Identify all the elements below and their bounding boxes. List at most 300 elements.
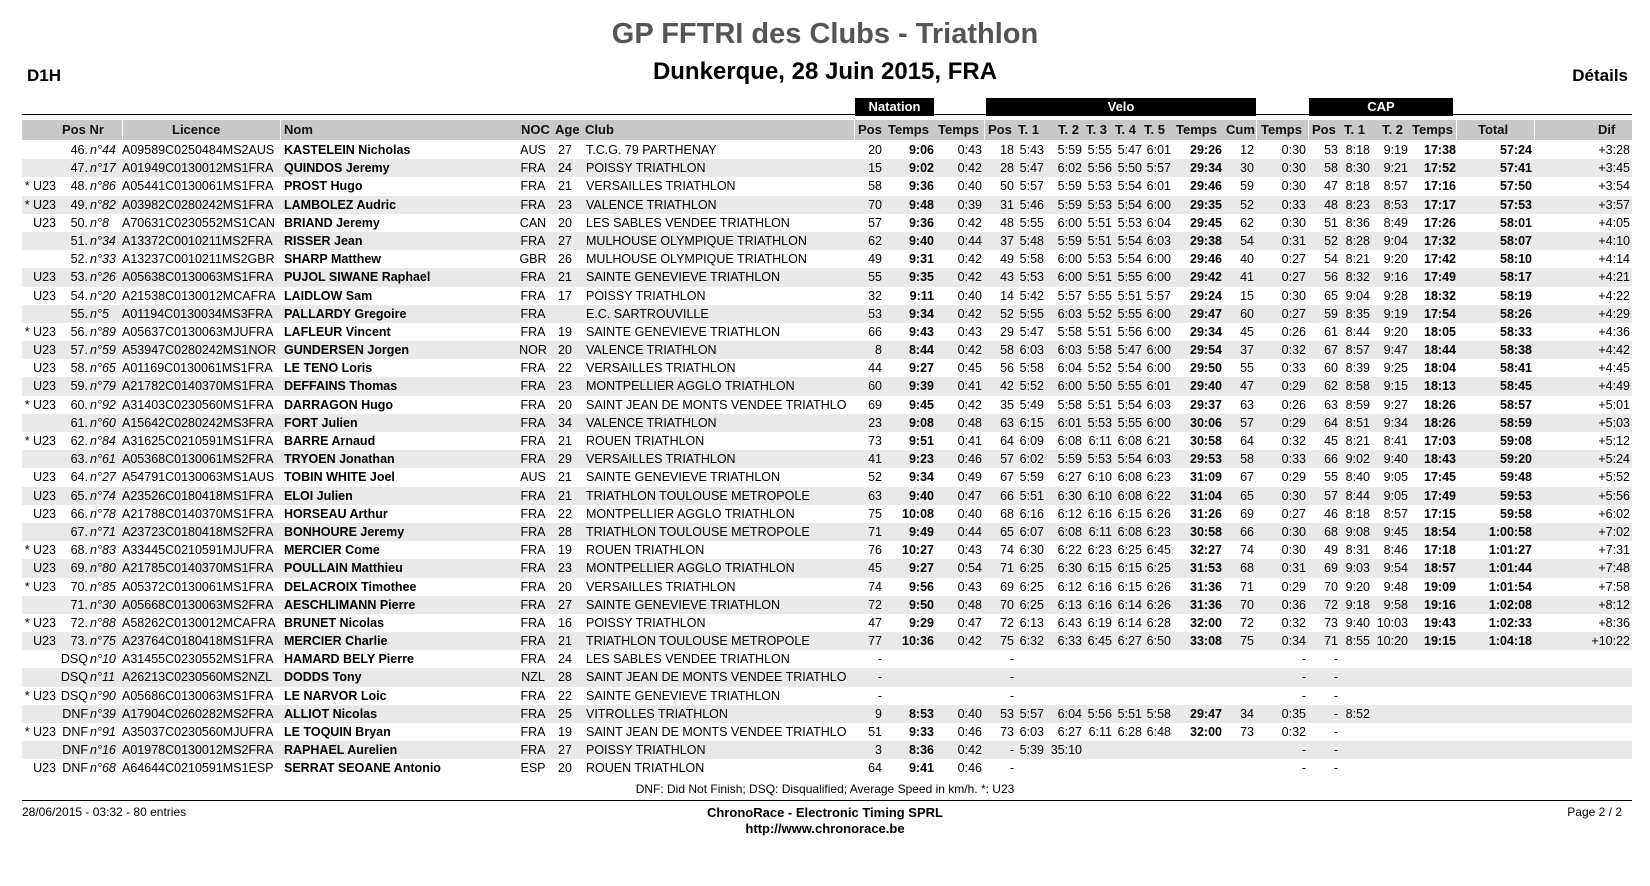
table-row xyxy=(22,505,1632,523)
cell-noc: FRA xyxy=(520,379,546,394)
cell-swim-time: 8:53 xyxy=(908,706,934,721)
cell-athlete-name: FORT Julien xyxy=(284,415,358,430)
cell-club: VITROLLES TRIATHLON xyxy=(586,706,728,721)
cell-noc: NZL xyxy=(521,670,545,685)
cell-athlete-name: LE NARVOR Loic xyxy=(284,688,387,703)
cell-athlete-name: QUINDOS Jeremy xyxy=(284,161,390,176)
cell-licence: A05372C0130061MS1FRA xyxy=(122,579,274,594)
cell-run-t1: 8:31 xyxy=(1345,543,1370,558)
footer-page-number: Page 2 / 2 xyxy=(1567,805,1622,819)
cell-noc: FRA xyxy=(520,161,546,176)
cell-total-time: 58:01 xyxy=(1500,215,1532,230)
cell-licence: A17904C0260282MS2FRA xyxy=(122,706,274,721)
cell-bike-pos: 43 xyxy=(1000,270,1014,285)
cell-u23-flag: U23 xyxy=(33,361,56,376)
col-bike-cum: Cum xyxy=(1226,122,1255,137)
cell-bike-cum: 63 xyxy=(1240,397,1254,412)
cell-bike-time: 31:04 xyxy=(1190,488,1222,503)
cell-t2-time: 0:30 xyxy=(1281,161,1306,176)
cell-age: 20 xyxy=(558,397,572,412)
cell-time-gap: +5:52 xyxy=(1598,470,1630,485)
cell-athlete-name: BRUNET Nicolas xyxy=(284,615,385,630)
cell-t2-time: 0:34 xyxy=(1281,634,1306,649)
cell-club: POISSY TRIATHLON xyxy=(586,288,706,303)
cell-bike-cum: 69 xyxy=(1240,506,1254,521)
cell-club: MULHOUSE OLYMPIQUE TRIATHLON xyxy=(586,252,807,267)
cell-bike-cum: 70 xyxy=(1240,597,1254,612)
cell-bike-t5: 6:00 xyxy=(1146,270,1171,285)
cell-swim-pos: 41 xyxy=(868,452,882,467)
cell-noc: FRA xyxy=(520,452,546,467)
cell-run-t1: 8:52 xyxy=(1345,706,1370,721)
cell-run-t2: 8:46 xyxy=(1383,543,1408,558)
cell-time-gap: +6:02 xyxy=(1598,506,1630,521)
cell-age: 22 xyxy=(558,361,572,376)
cell-licence: A23526C0180418MS1FRA xyxy=(122,488,274,503)
cell-noc: FRA xyxy=(520,288,546,303)
cell-time-gap: +8:36 xyxy=(1598,615,1630,630)
cell-run-pos: 49 xyxy=(1324,543,1338,558)
cell-t1-time: 0:42 xyxy=(957,270,982,285)
cell-bib-number: n°71 xyxy=(90,524,116,539)
cell-bike-t2: 6:33 xyxy=(1057,634,1082,649)
cell-run-pos: 73 xyxy=(1324,615,1338,630)
cell-t1-time: 0:43 xyxy=(957,579,982,594)
cell-bike-t2: 5:57 xyxy=(1057,288,1082,303)
cell-bike-t4: 5:54 xyxy=(1117,397,1142,412)
cell-bike-t2: 5:59 xyxy=(1057,179,1082,194)
col-bike-t1: T. 1 xyxy=(1018,122,1039,137)
col-bike-temps: Temps xyxy=(1176,122,1217,137)
cell-bib-number: n°16 xyxy=(90,743,116,758)
cell-run-pos: 63 xyxy=(1324,397,1338,412)
cell-bike-cum: 73 xyxy=(1240,725,1254,739)
cell-bib-number: n°59 xyxy=(90,343,116,358)
cell-position: 50. xyxy=(70,215,88,230)
cell-bike-t2: 5:59 xyxy=(1057,452,1082,467)
cell-bike-t3: 5:58 xyxy=(1087,343,1112,358)
cell-licence: A54791C0130063MS1AUS xyxy=(122,470,275,485)
cell-total-time: 59:58 xyxy=(1500,506,1532,521)
cell-club: T.C.G. 79 PARTHENAY xyxy=(586,143,717,157)
cell-run-time: 17:49 xyxy=(1424,270,1456,285)
table-row xyxy=(22,668,1632,686)
cell-t2-time: 0:27 xyxy=(1281,252,1306,267)
cell-bike-t4: 5:54 xyxy=(1117,452,1142,467)
cell-club: LES SABLES VENDEE TRIATHLON xyxy=(586,215,790,230)
cell-bike-t5: 6:22 xyxy=(1146,488,1171,503)
cell-athlete-name: RISSER Jean xyxy=(284,233,363,248)
cell-bike-t4: 5:56 xyxy=(1117,324,1142,339)
page-title: GP FFTRI des Clubs - Triathlon xyxy=(611,18,1039,50)
cell-time-gap: +10:22 xyxy=(1591,634,1630,649)
cell-noc: FRA xyxy=(520,397,546,412)
col-t1-temps: Temps xyxy=(938,122,979,137)
cell-u23-flag: * U23 xyxy=(24,434,56,448)
cell-swim-pos: 15 xyxy=(868,161,882,176)
cell-t2-time: - xyxy=(1301,743,1306,758)
cell-licence: A21788C0140370MS1FRA xyxy=(122,506,274,521)
cell-t2-time: 0:26 xyxy=(1281,397,1306,412)
cell-bike-t1: 5:39 xyxy=(1019,743,1044,758)
cell-total-time: 59:53 xyxy=(1500,488,1532,503)
cell-bike-time: 29:34 xyxy=(1190,161,1222,176)
cell-run-t2: 9:25 xyxy=(1383,361,1408,376)
table-row xyxy=(22,214,1632,232)
footer-url[interactable]: http://www.chronorace.be xyxy=(745,821,905,836)
cell-bike-pos: 73 xyxy=(1000,725,1014,739)
cell-club: VERSAILLES TRIATHLON xyxy=(586,579,736,594)
cell-t1-time: 0:44 xyxy=(957,524,982,539)
cell-position: DSQ xyxy=(60,688,88,703)
cell-t2-time: 0:31 xyxy=(1281,233,1306,248)
cell-t2-time: 0:27 xyxy=(1281,270,1306,285)
cell-bib-number: n°80 xyxy=(90,561,116,576)
cell-bike-t4: 5:55 xyxy=(1117,270,1142,285)
table-row xyxy=(22,487,1632,505)
cell-t1-time: 0:46 xyxy=(957,452,982,467)
cell-swim-time: 9:35 xyxy=(908,270,934,285)
cell-swim-pos: 23 xyxy=(868,415,882,430)
cell-bike-time: 29:54 xyxy=(1190,343,1222,358)
table-row xyxy=(22,632,1632,650)
cell-athlete-name: DEFFAINS Thomas xyxy=(284,379,398,394)
cell-u23-flag: * U23 xyxy=(24,179,56,194)
cell-noc: FRA xyxy=(520,743,546,758)
cell-swim-time: 8:44 xyxy=(908,343,934,358)
cell-bike-time: 31:36 xyxy=(1190,597,1222,612)
cell-run-pos: 67 xyxy=(1324,343,1338,358)
col-club: Club xyxy=(585,122,614,137)
cell-athlete-name: BRIAND Jeremy xyxy=(284,215,380,230)
cell-bike-t5: 6:00 xyxy=(1146,197,1171,212)
cell-bike-t5: 6:04 xyxy=(1146,215,1171,230)
cell-t2-time: 0:29 xyxy=(1281,579,1306,594)
cell-licence: A05368C0130061MS2FRA xyxy=(122,452,274,467)
cell-run-time: 18:13 xyxy=(1424,379,1456,394)
cell-bike-cum: 30 xyxy=(1240,161,1254,176)
cell-noc: FRA xyxy=(520,488,546,503)
cell-total-time: 1:01:44 xyxy=(1488,561,1532,576)
cell-bike-t4: 5:53 xyxy=(1117,215,1142,230)
cell-bike-t4: 5:51 xyxy=(1117,288,1142,303)
cell-bike-t1: 5:48 xyxy=(1019,233,1044,248)
cell-total-time: 57:53 xyxy=(1500,197,1532,212)
cell-age: 21 xyxy=(558,179,572,194)
cell-club: POISSY TRIATHLON xyxy=(586,743,706,758)
cell-run-time: 18:05 xyxy=(1424,324,1456,339)
cell-noc: FRA xyxy=(520,725,546,739)
cell-club: MONTPELLIER AGGLO TRIATHLON xyxy=(586,561,795,576)
cell-position: DNF xyxy=(62,761,88,776)
cell-run-pos: - xyxy=(1333,761,1338,776)
cell-swim-pos: - xyxy=(877,670,882,685)
cell-bike-t2: 35:10 xyxy=(1050,743,1082,758)
cell-swim-pos: 71 xyxy=(868,524,882,539)
cell-swim-pos: 69 xyxy=(868,397,882,412)
cell-licence: A01169C0130061MS1FRA xyxy=(122,361,273,376)
cell-bike-pos: - xyxy=(1009,670,1014,685)
cell-bib-number: n°83 xyxy=(90,543,116,558)
cell-noc: FRA xyxy=(520,306,546,321)
cell-run-pos: 57 xyxy=(1324,488,1338,503)
cell-age: 20 xyxy=(558,215,572,230)
cell-run-time: 17:49 xyxy=(1424,488,1456,503)
cell-u23-flag: * U23 xyxy=(24,579,56,594)
cell-total-time: 1:01:54 xyxy=(1488,579,1532,594)
cell-run-t2: 9:47 xyxy=(1383,343,1408,358)
table-row xyxy=(22,341,1632,359)
cell-t2-time: 0:27 xyxy=(1281,506,1306,521)
cell-noc: FRA xyxy=(520,634,546,649)
cell-bike-t3: 6:45 xyxy=(1087,634,1112,649)
cell-t2-time: - xyxy=(1301,761,1306,776)
cell-u23-flag: U23 xyxy=(33,470,56,485)
cell-bib-number: n°20 xyxy=(90,288,116,303)
cell-club: ROUEN TRIATHLON xyxy=(586,434,705,448)
cell-athlete-name: LAFLEUR Vincent xyxy=(284,324,391,339)
cell-position: 57. xyxy=(70,343,88,358)
cell-age: 20 xyxy=(558,343,572,358)
cell-age: 23 xyxy=(558,197,572,212)
cell-bib-number: n°89 xyxy=(90,324,116,339)
cell-noc: FRA xyxy=(520,415,546,430)
cell-club: LES SABLES VENDEE TRIATHLON xyxy=(586,652,790,667)
cell-swim-time: 9:36 xyxy=(908,179,934,194)
cell-age: 26 xyxy=(558,252,572,267)
cell-t1-time: 0:44 xyxy=(957,233,982,248)
cell-position: 55. xyxy=(70,306,88,321)
col-run-temps: Temps xyxy=(1412,122,1453,137)
cell-swim-pos: 74 xyxy=(868,579,882,594)
page-subtitle: Dunkerque, 28 Juin 2015, FRA xyxy=(652,58,998,85)
cell-licence: A05637C0130063MJUFRA xyxy=(122,324,274,339)
cell-bike-time: 29:37 xyxy=(1190,397,1222,412)
cell-time-gap: +4:36 xyxy=(1598,324,1630,339)
cell-bike-t3: 6:16 xyxy=(1087,579,1112,594)
cell-run-pos: 69 xyxy=(1324,561,1338,576)
col-nom: Nom xyxy=(284,122,313,137)
cell-swim-pos: 70 xyxy=(868,197,882,212)
cell-run-time: 18:43 xyxy=(1424,452,1456,467)
cell-position: 53. xyxy=(70,270,88,285)
cell-bike-t3: 5:51 xyxy=(1087,324,1112,339)
cell-t2-time: 0:33 xyxy=(1281,361,1306,376)
cell-bib-number: n°88 xyxy=(90,615,116,630)
cell-run-t2: 9:48 xyxy=(1383,579,1408,594)
cell-bike-t4: 5:54 xyxy=(1117,179,1142,194)
cell-licence: A01949C0130012MS1FRA xyxy=(122,161,274,176)
cell-total-time: 1:01:27 xyxy=(1488,543,1532,558)
cell-bike-t3: 5:55 xyxy=(1087,288,1112,303)
cell-licence: A70631C0230552MS1CAN xyxy=(122,215,275,230)
cell-position: 73. xyxy=(70,634,88,649)
cell-swim-time: 9:06 xyxy=(908,143,934,157)
cell-licence: A21785C0140370MS1FRA xyxy=(122,561,274,576)
cell-club: VALENCE TRIATHLON xyxy=(586,343,717,358)
cell-t2-time: 0:27 xyxy=(1281,306,1306,321)
cell-bike-t1: 5:59 xyxy=(1019,470,1044,485)
cell-bib-number: n°74 xyxy=(90,488,116,503)
cell-swim-time: 9:23 xyxy=(908,452,934,467)
cell-bike-pos: 57 xyxy=(1000,452,1014,467)
cell-athlete-name: LAIDLOW Sam xyxy=(284,288,373,303)
cell-run-time: 17:38 xyxy=(1424,143,1456,157)
cell-bike-t2: 6:22 xyxy=(1057,543,1082,558)
cell-bike-cum: 68 xyxy=(1240,561,1254,576)
cell-bike-t1: 5:57 xyxy=(1019,179,1044,194)
cell-noc: FRA xyxy=(520,597,546,612)
cell-time-gap: +4:29 xyxy=(1598,306,1630,321)
cell-run-pos: - xyxy=(1333,725,1338,739)
cell-swim-time: 9:43 xyxy=(908,324,934,339)
cell-club: MONTPELLIER AGGLO TRIATHLON xyxy=(586,379,795,394)
cell-bib-number: n°11 xyxy=(90,670,115,685)
cell-noc: GBR xyxy=(519,252,547,267)
cell-athlete-name: SHARP Matthew xyxy=(284,252,382,267)
col-divider xyxy=(1534,120,1535,140)
cell-run-t1: 8:39 xyxy=(1345,361,1370,376)
cell-time-gap: +4:14 xyxy=(1598,252,1630,267)
cell-licence: A31455C0230552MS1FRA xyxy=(122,652,274,667)
cell-club: SAINT JEAN DE MONTS VENDEE TRIATHLO xyxy=(586,725,847,739)
cell-t1-time: 0:43 xyxy=(957,143,982,157)
cell-total-time: 58:33 xyxy=(1500,324,1532,339)
cell-swim-pos: 9 xyxy=(875,706,882,721)
cell-bike-t4: 6:08 xyxy=(1117,524,1142,539)
col-swim-pos: Pos xyxy=(858,122,882,137)
cell-u23-flag: * U23 xyxy=(24,197,56,212)
cell-age: 21 xyxy=(558,470,572,485)
cell-noc: FRA xyxy=(520,361,546,376)
cell-bike-t1: 6:13 xyxy=(1019,615,1044,630)
cell-bike-t4: 5:55 xyxy=(1117,379,1142,394)
cell-run-time: 17:26 xyxy=(1424,215,1456,230)
cell-athlete-name: LAMBOLEZ Audric xyxy=(284,197,397,212)
cell-run-t1: 8:18 xyxy=(1345,179,1370,194)
cell-noc: NOR xyxy=(519,343,547,358)
cell-run-pos: 70 xyxy=(1324,579,1338,594)
col-noc: NOC xyxy=(521,122,550,137)
cell-bike-pos: 14 xyxy=(1000,288,1014,303)
cell-t2-time: 0:31 xyxy=(1281,561,1306,576)
cell-bike-time: 29:50 xyxy=(1190,361,1222,376)
cell-run-t1: 8:36 xyxy=(1345,215,1370,230)
cell-swim-pos: 60 xyxy=(868,379,882,394)
cell-bike-t3: 5:51 xyxy=(1087,233,1112,248)
cell-bike-t2: 6:00 xyxy=(1057,215,1082,230)
cell-bike-time: 29:42 xyxy=(1190,270,1222,285)
cell-bike-t5: 6:00 xyxy=(1146,343,1171,358)
cell-athlete-name: MERCIER Charlie xyxy=(284,634,388,649)
cell-swim-time: 9:29 xyxy=(908,615,934,630)
cell-club: E.C. SARTROUVILLE xyxy=(586,306,709,321)
table-row xyxy=(22,741,1632,759)
table-row xyxy=(22,268,1632,286)
cell-club: SAINTE GENEVIEVE TRIATHLON xyxy=(586,324,781,339)
cell-athlete-name: DODDS Tony xyxy=(284,670,362,685)
cell-position: 47. xyxy=(70,161,88,176)
cell-bike-t1: 5:52 xyxy=(1019,379,1044,394)
cell-t1-time: 0:40 xyxy=(957,179,982,194)
cell-time-gap: +7:31 xyxy=(1598,543,1630,558)
cell-age: 22 xyxy=(558,506,572,521)
cell-bike-t1: 6:16 xyxy=(1019,506,1044,521)
cell-athlete-name: DELACROIX Timothee xyxy=(284,579,417,594)
cell-run-t2: 9:16 xyxy=(1383,270,1408,285)
cell-bike-t1: 5:55 xyxy=(1019,215,1044,230)
cell-swim-pos: 44 xyxy=(868,361,882,376)
cell-swim-pos: 8 xyxy=(875,343,882,358)
cell-bike-t3: 5:53 xyxy=(1087,452,1112,467)
cell-t2-time: 0:30 xyxy=(1281,143,1306,157)
column-header-bar xyxy=(22,120,1632,140)
cell-bike-t3: 6:11 xyxy=(1088,524,1112,539)
cell-bike-t4: 6:15 xyxy=(1117,506,1142,521)
cell-run-t2: 9:34 xyxy=(1383,415,1408,430)
cell-bike-t5: 6:00 xyxy=(1146,306,1171,321)
cell-total-time: 58:41 xyxy=(1500,361,1532,376)
cell-swim-time: 9:27 xyxy=(908,361,934,376)
cell-bike-t5: 6:01 xyxy=(1146,379,1171,394)
cell-licence: A09589C0250484MS2AUS xyxy=(122,143,275,157)
cell-bike-cum: 57 xyxy=(1240,415,1254,430)
cell-run-t2: 9:15 xyxy=(1383,379,1408,394)
cell-position: 71. xyxy=(70,597,88,612)
cell-run-t2: 9:45 xyxy=(1383,524,1408,539)
cell-athlete-name: TRYOEN Jonathan xyxy=(284,452,395,467)
cell-bib-number: n°65 xyxy=(90,361,116,376)
cell-swim-time: 9:34 xyxy=(908,470,934,485)
cell-run-pos: 66 xyxy=(1324,452,1338,467)
cell-run-t1: 8:30 xyxy=(1345,161,1370,176)
cell-bike-pos: 42 xyxy=(1000,379,1014,394)
cell-run-t1: 8:28 xyxy=(1345,233,1370,248)
cell-t2-time: 0:33 xyxy=(1281,452,1306,467)
table-row xyxy=(22,287,1632,305)
cell-run-time: 17:42 xyxy=(1424,252,1456,267)
cell-run-pos: - xyxy=(1333,706,1338,721)
table-row xyxy=(22,450,1632,468)
cell-run-pos: 72 xyxy=(1324,597,1338,612)
cell-bike-t4: 6:25 xyxy=(1117,543,1142,558)
cell-t1-time: 0:42 xyxy=(957,634,982,649)
cell-bike-t5: 6:01 xyxy=(1146,143,1171,157)
cell-bike-t2: 6:30 xyxy=(1057,488,1082,503)
cell-total-time: 58:45 xyxy=(1500,379,1532,394)
cell-total-time: 57:50 xyxy=(1500,179,1532,194)
cell-noc: FRA xyxy=(520,197,546,212)
cell-age: 19 xyxy=(558,725,572,739)
cell-bike-pos: 63 xyxy=(1000,415,1014,430)
cell-licence: A58262C0130012MCAFRA xyxy=(122,615,276,630)
col-total: Total xyxy=(1478,122,1509,137)
cell-bike-time: 29:46 xyxy=(1190,252,1222,267)
cell-licence: A03982C0280242MS1FRA xyxy=(122,197,274,212)
cell-bib-number: n°91 xyxy=(90,725,116,739)
cell-bike-t3: 5:53 xyxy=(1087,197,1112,212)
cell-licence: A21782C0140370MS1FRA xyxy=(122,379,274,394)
cell-noc: FRA xyxy=(520,179,546,194)
cell-t2-time: 0:29 xyxy=(1281,415,1306,430)
cell-bike-t5: 6:23 xyxy=(1146,470,1171,485)
cell-t1-time: 0:41 xyxy=(957,434,982,448)
cell-age: 22 xyxy=(558,688,572,703)
cell-club: SAINTE GENEVIEVE TRIATHLON xyxy=(586,470,781,485)
cell-bib-number: n°26 xyxy=(90,270,116,285)
cell-athlete-name: SERRAT SEOANE Antonio xyxy=(284,761,441,776)
cell-licence: A31625C0210591MS1FRA xyxy=(122,434,274,448)
